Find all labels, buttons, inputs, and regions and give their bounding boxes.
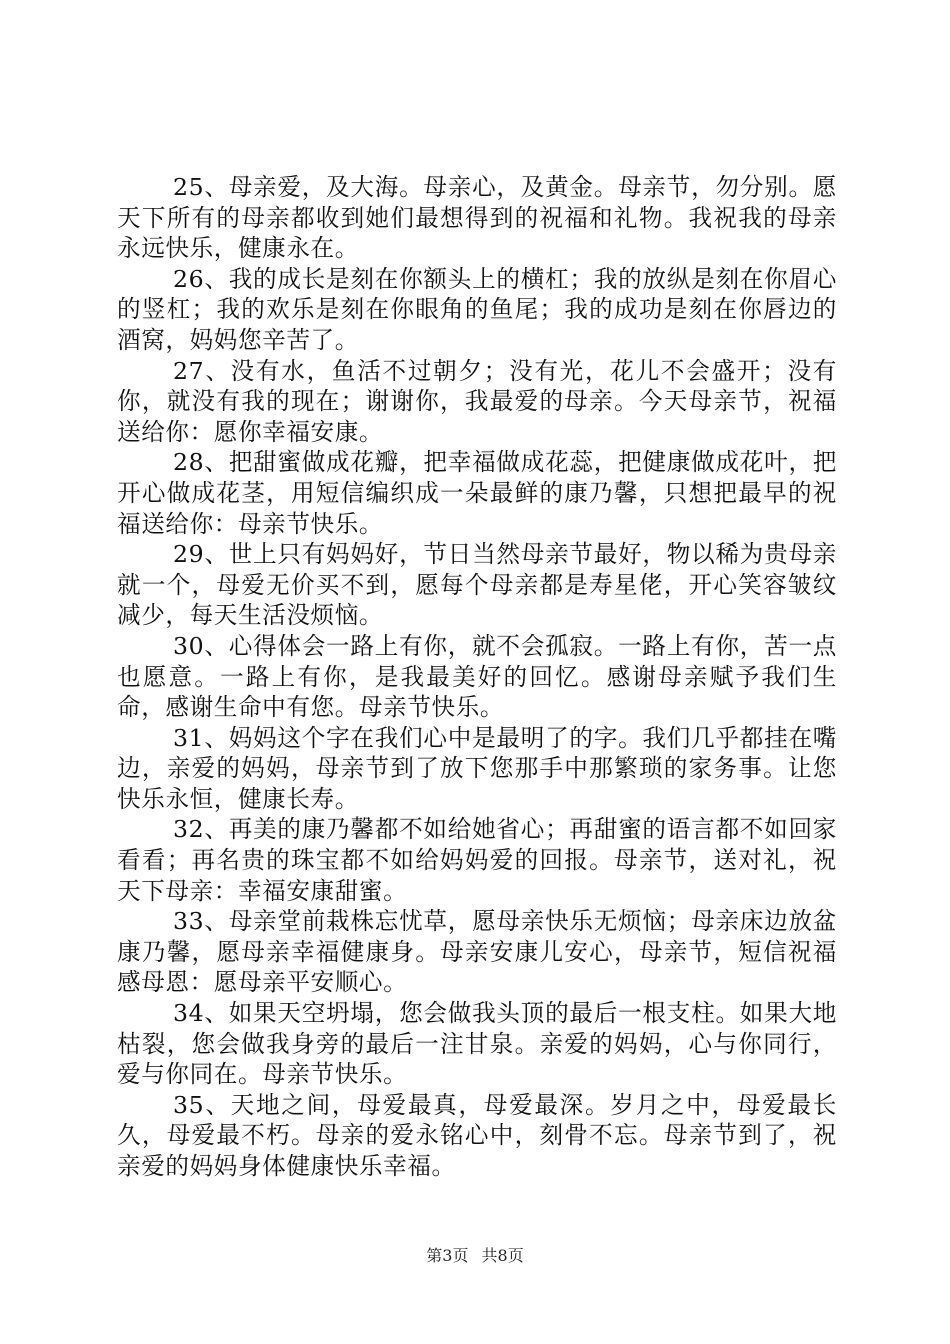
paragraph-29: 29、世上只有妈妈好，节日当然母亲节最好，物以稀为贵母亲就一个，母爱无价买不到，愿每个母亲都是寿星佬，开心笑容皱纹减少，每天生活没烦恼。 (117, 540, 837, 630)
paragraph-26: 26、我的成长是刻在你额头上的横杠；我的放纵是刻在你眉心的竖杠；我的欢乐是刻在你眼角的鱼尾；我的成功是刻在你唇边的酒窝，妈妈您辛苦了。 (117, 264, 837, 354)
paragraph-32: 32、再美的康乃馨都不如给她省心；再甜蜜的语言都不如回家看看；再名贵的珠宝都不如给妈妈爱的回报。母亲节，送对礼，祝天下母亲：幸福安康甜蜜。 (117, 815, 837, 905)
paragraph-28: 28、把甜蜜做成花瓣，把幸福做成花蕊，把健康做成花叶，把开心做成花茎，用短信编织成一朵最鲜的康乃馨，只想把最早的祝福送给你：母亲节快乐。 (117, 448, 837, 538)
page-total: 共8页 (481, 1246, 524, 1265)
paragraph-27: 27、没有水，鱼活不过朝夕；没有光，花儿不会盛开；没有你，就没有我的现在；谢谢你，我最爱的母亲。今天母亲节，祝福送给你：愿你幸福安康。 (117, 356, 837, 446)
page-footer (0, 1243, 950, 1266)
document-body (117, 172, 837, 1182)
paragraph-25: 25、母亲爱，及大海。母亲心，及黄金。母亲节，勿分别。愿天下所有的母亲都收到她们最想得到的祝福和礼物。我祝我的母亲永远快乐，健康永在。 (117, 173, 837, 263)
paragraph-35: 35、天地之间，母爱最真，母爱最深。岁月之中，母爱最长久，母爱最不朽。母亲的爱永铭心中，刻骨不忘。母亲节到了，祝亲爱的妈妈身体健康快乐幸福。 (117, 1090, 837, 1180)
paragraph-33: 33、母亲堂前栽株忘忧草，愿母亲快乐无烦恼；母亲床边放盆康乃馨，愿母亲幸福健康身。母亲安康儿安心，母亲节，短信祝福感母恩：愿母亲平安顺心。 (117, 907, 837, 997)
paragraph-31: 31、妈妈这个字在我们心中是最明了的字。我们几乎都挂在嘴边，亲爱的妈妈，母亲节到了放下您那手中那繁琐的家务事。让您快乐永恒，健康长寿。 (117, 723, 837, 813)
paragraph-34: 34、如果天空坍塌，您会做我头顶的最后一根支柱。如果大地枯裂，您会做我身旁的最后一注甘泉。亲爱的妈妈，心与你同行，爱与你同在。母亲节快乐。 (117, 999, 837, 1089)
page-number: 第3页 (426, 1246, 469, 1265)
paragraph-30: 30、心得体会一路上有你，就不会孤寂。一路上有你，苦一点也愿意。一路上有你，是我最美好的回忆。感谢母亲赋予我们生命，感谢生命中有您。母亲节快乐。 (117, 631, 837, 722)
